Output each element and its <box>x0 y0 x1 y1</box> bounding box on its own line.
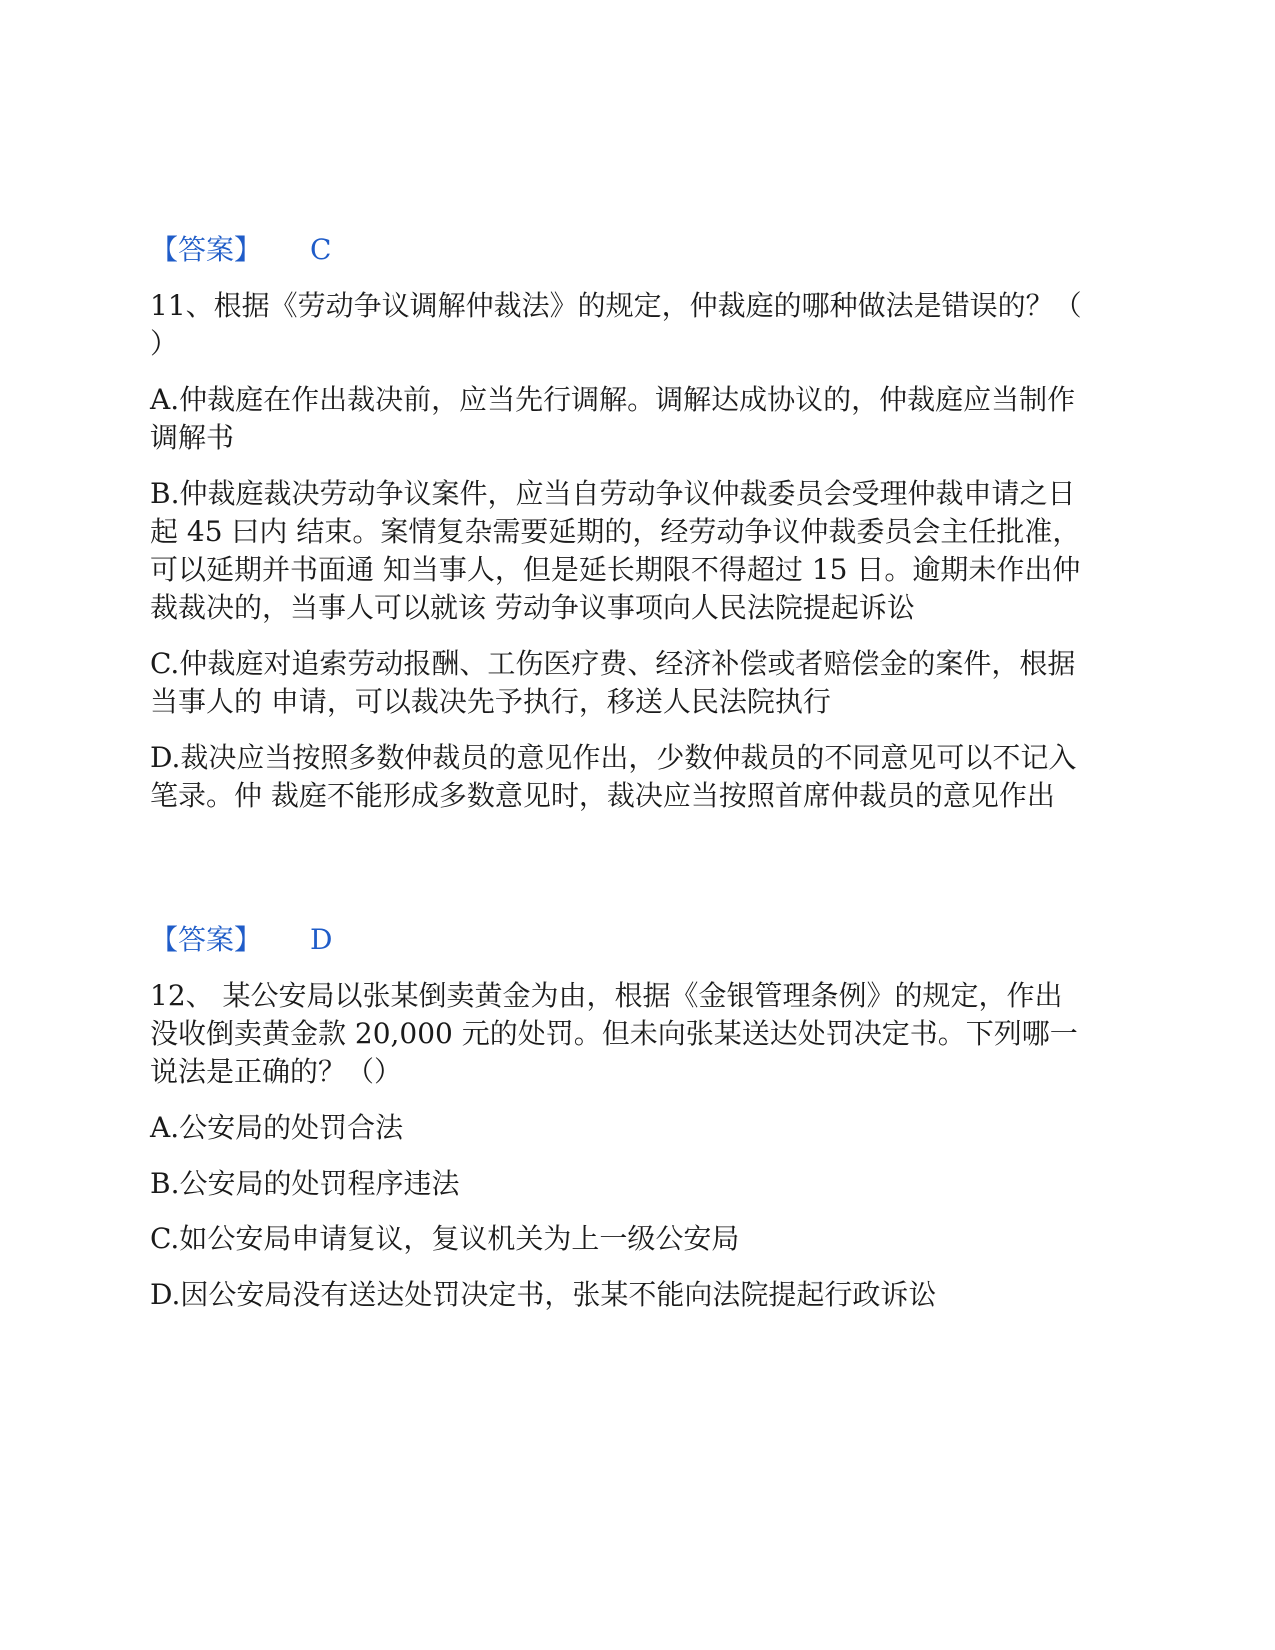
question-12-option-c: C.如公安局申请复议，复议机关为上一级公安局 <box>150 1222 740 1255</box>
question-12-stem-line3: 说法是正确的？（） <box>150 1055 403 1088</box>
answer-value: C <box>310 233 332 266</box>
question-11-option-a-line2: 调解书 <box>150 421 235 454</box>
answer-label: 【答案】 <box>150 233 263 266</box>
question-11-option-a-line1: A.仲裁庭在作出裁决前，应当先行调解。调解达成协议的，仲裁庭应当制作 <box>150 383 1076 416</box>
question-11-option-b-line2: 起 45 曰内 结束。案情复杂需要延期的，经劳动争议仲裁委员会主任批准， <box>150 515 1081 548</box>
question-12-option-d: D.因公安局没有送达处罚决定书，张某不能向法院提起行政诉讼 <box>150 1278 937 1311</box>
question-11-option-b-line3: 可以延期并书面通 知当事人，但是延长期限不得超过 15 日。逾期未作出仲 <box>150 553 1081 586</box>
question-12-option-a: A.公安局的处罚合法 <box>150 1111 404 1144</box>
question-12-stem-line1: 12、 某公安局以张某倒卖黄金为由，根据《金银管理条例》的规定，作出 <box>150 979 1063 1012</box>
question-12-option-b: B.公安局的处罚程序违法 <box>150 1167 460 1200</box>
question-12-stem-line2: 没收倒卖黄金款 20,000 元的处罚。但未向张某送达处罚决定书。下列哪一 <box>150 1017 1078 1050</box>
question-11-stem-line1: 11、根据《劳动争议调解仲裁法》的规定，仲裁庭的哪种做法是错误的？（ <box>150 289 1082 322</box>
question-11-option-c-line1: C.仲裁庭对追索劳动报酬、工伤医疗费、经济补偿或者赔偿金的案件，根据 <box>150 647 1076 680</box>
question-11-option-d-line2: 笔录。仲 裁庭不能形成多数意见时，裁决应当按照首席仲裁员的意见作出 <box>150 779 1055 812</box>
question-11-option-d-line1: D.裁决应当按照多数仲裁员的意见作出，少数仲裁员的不同意见可以不记入 <box>150 741 1077 774</box>
answer-value: D <box>310 923 333 956</box>
answer-label: 【答案】 <box>150 923 263 956</box>
answer-line-q10 <box>150 230 331 270</box>
question-11-option-b-line1: B.仲裁庭裁决劳动争议案件，应当自劳动争议仲裁委员会受理仲裁申请之日 <box>150 477 1076 510</box>
question-11-option-b-line4: 裁裁决的，当事人可以就该 劳动争议事项向人民法院提起诉讼 <box>150 591 915 624</box>
question-11-option-c-line2: 当事人的 申请，可以裁决先予执行，移送人民法院执行 <box>150 685 831 718</box>
answer-line-q11 <box>150 920 332 960</box>
question-11-stem-line2: ） <box>150 327 179 360</box>
